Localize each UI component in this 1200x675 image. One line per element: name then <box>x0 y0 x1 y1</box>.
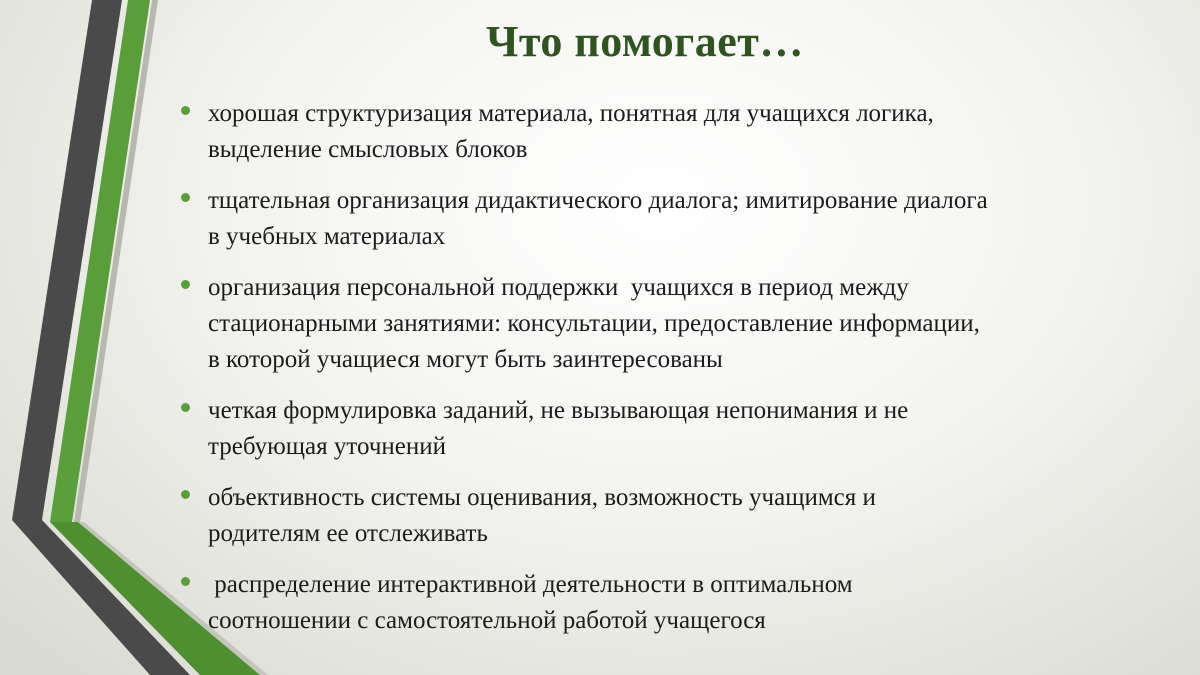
bullet-dot-icon <box>181 280 190 289</box>
list-item <box>178 183 1168 255</box>
list-item <box>178 567 1168 639</box>
bullet-text: четкая формулировка заданий, не вызывающая непонимания и не требующая уточнений <box>208 397 909 460</box>
bullet-text: объективность системы оценивания, возможность учащимся и родителям ее отслеживать <box>208 484 876 547</box>
slide-title: Что помогает… <box>486 17 804 66</box>
bullet-dot-icon <box>181 106 190 115</box>
bullet-dot-icon <box>181 490 190 499</box>
bullet-text: тщательная организация дидактического диалога; имитирование диалога в учебных материалах <box>208 187 988 250</box>
bullet-dot-icon <box>181 193 190 202</box>
bullet-dot-icon <box>181 577 190 586</box>
bullet-text: хорошая структуризация материала, понятная для учащихся логика, выделение смысловых блоков <box>208 100 934 163</box>
list-item <box>178 270 1168 378</box>
bullet-dot-icon <box>181 403 190 412</box>
bullet-list <box>178 96 1168 639</box>
list-item <box>178 480 1168 552</box>
bullet-text: организация персональной поддержки учащихся в период между стационарными занятиями: консультации, предоставление информации, в которой учащиеся могут быть заинтересованы <box>208 274 980 373</box>
list-item <box>178 393 1168 465</box>
list-item <box>178 96 1168 168</box>
bullet-text: распределение интерактивной деятельности в оптимальном соотношении с самостоятельной работой учащегося <box>208 571 853 634</box>
